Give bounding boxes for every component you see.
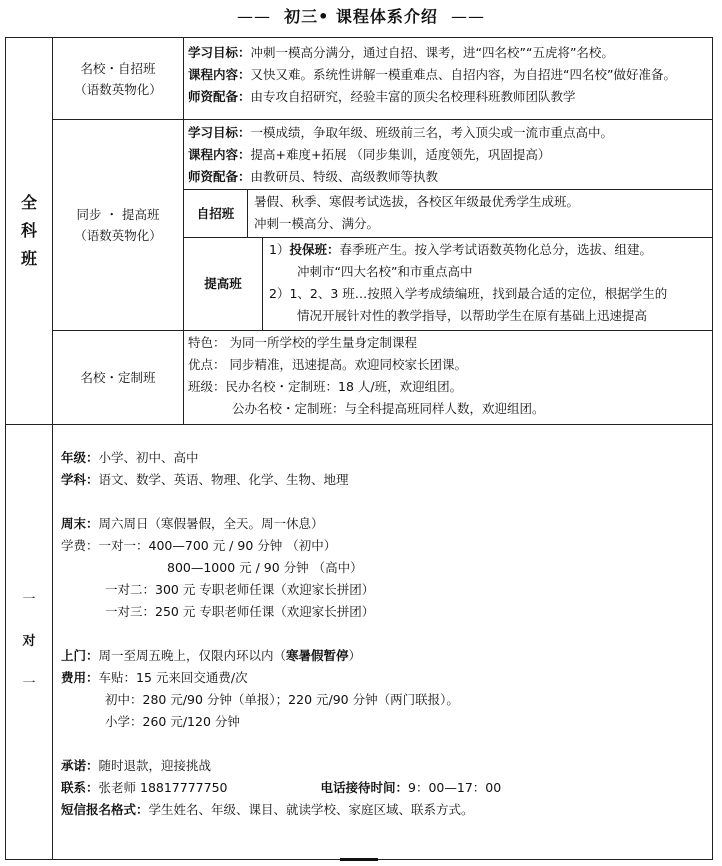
class-subjects: （语数英物化） bbox=[74, 81, 162, 97]
subclass-label-cell bbox=[183, 189, 248, 238]
title-left-dash: —— bbox=[236, 7, 271, 26]
section-full-char-1: 全 bbox=[20, 193, 37, 212]
row-label: 课程内容： bbox=[188, 67, 251, 82]
row-label: 师资配备： bbox=[188, 169, 251, 184]
row-label: 学习目标： bbox=[188, 45, 251, 60]
title-text: 初三• 课程体系介绍 bbox=[284, 7, 438, 26]
row-label: 师资配备： bbox=[188, 89, 251, 104]
contact-label: 联系： bbox=[61, 780, 99, 795]
row-text: 冲刺一模高分满分，通过自招、课考，进“四名校”“五虎将”名校。 bbox=[250, 45, 614, 60]
section-one-char-2: 对 bbox=[22, 634, 36, 649]
tigao-detail-cell bbox=[262, 237, 713, 331]
cost-label: 费用： bbox=[61, 670, 99, 685]
weekend-label: 周末： bbox=[61, 516, 99, 531]
zizhao-line-1: 暑假、秋季、寒假考试选拔，各校区年级最优秀学生成班。 bbox=[254, 194, 580, 209]
zizhao-detail-cell bbox=[247, 189, 713, 238]
subject-label: 学科： bbox=[61, 472, 99, 487]
tigao-p1-text: 春季班产生。按入学考试语数英物化总分，选拔、组建。 bbox=[339, 242, 652, 257]
class-name: 名校・自招班 bbox=[80, 60, 156, 76]
custom-line: 公办名校・定制班：与全科提高班同样人数，欢迎组团。 bbox=[232, 401, 545, 416]
one-on-one-detail-cell bbox=[52, 424, 713, 860]
class-name-cell bbox=[52, 330, 184, 425]
row-text: 一模成绩，争取年级、班级前三名，考入顶尖或一流市重点高中。 bbox=[250, 125, 614, 140]
visit-label: 上门： bbox=[61, 648, 99, 663]
tigao-p1-bold: 投保班： bbox=[289, 242, 340, 257]
class-name-cell bbox=[52, 119, 184, 331]
section-full-label-cell bbox=[5, 37, 53, 425]
custom-line: 班级：民办名校・定制班：18 人/班，欢迎组团。 bbox=[188, 379, 463, 394]
section-one-char-3: 一 bbox=[22, 676, 36, 691]
fee-line: 一对二：300 元 专职老师任课（欢迎家长拼团） bbox=[105, 582, 375, 597]
page-bottom-mark bbox=[340, 858, 378, 861]
row-text: 由专攻自招研究，经验丰富的顶尖名校理科班教师团队教学 bbox=[250, 89, 576, 104]
row-text: 提高+难度+拓展 （同步集训，适度领先，巩固提高） bbox=[250, 147, 551, 162]
grade-label: 年级： bbox=[61, 450, 99, 465]
hours-text: 9：00—17：00 bbox=[408, 780, 502, 795]
custom-line: 特色： 为同一所学校的学生量身定制课程 bbox=[188, 335, 417, 350]
class-detail-cell bbox=[183, 119, 713, 190]
section-full-char-3: 班 bbox=[20, 249, 37, 268]
row-label: 课程内容： bbox=[188, 147, 251, 162]
class-subjects: （语数英物化） bbox=[74, 228, 162, 243]
section-one-label-cell bbox=[5, 424, 53, 860]
class-name-cell bbox=[52, 37, 184, 120]
hours-label: 电话接待时间： bbox=[320, 780, 409, 795]
class-name: 名校・定制班 bbox=[80, 369, 156, 385]
fee-line: 一对一：400—700 元 / 90 分钟 （初中） bbox=[98, 538, 337, 553]
class-detail-cell bbox=[183, 37, 713, 120]
promise-label: 承诺： bbox=[61, 758, 99, 773]
tigao-label: 提高班 bbox=[204, 276, 242, 291]
row-text: 又快又难。系统性讲解一模重难点、自招内容，为自招进“四名校”做好准备。 bbox=[250, 67, 676, 82]
visit-bold: 寒暑假暂停 bbox=[286, 648, 349, 663]
zizhao-line-2: 冲刺一模高分、满分。 bbox=[254, 216, 380, 231]
cost-line: 车贴：15 元来回交通费/次 bbox=[98, 670, 248, 685]
section-one-char-1: 一 bbox=[22, 592, 36, 607]
contact-text: 张老师 18817777750 bbox=[98, 780, 228, 795]
zizhao-label: 自招班 bbox=[196, 205, 235, 221]
class-name: 同步 ・ 提高班 bbox=[76, 207, 160, 222]
class-detail-cell bbox=[183, 330, 713, 425]
visit-text: 周一至周五晚上，仅限内环以内（ bbox=[98, 648, 287, 663]
fee-line: 一对三：250 元 专职老师任课（欢迎家长拼团） bbox=[105, 604, 375, 619]
subclass-label-cell bbox=[183, 237, 263, 331]
tigao-p1-line2: 冲刺市“四大名校”和市重点高中 bbox=[297, 264, 473, 279]
section-full-char-2: 科 bbox=[20, 221, 37, 240]
subject-text: 语文、数学、英语、物理、化学、生物、地理 bbox=[98, 472, 349, 487]
fee-line: 800—1000 元 / 90 分钟 （高中） bbox=[167, 560, 363, 575]
promise-text: 随时退款，迎接挑战 bbox=[98, 758, 212, 773]
sms-text: 学生姓名、年级、课目、就读学校、家庭区域、联系方式。 bbox=[148, 802, 474, 817]
weekend-text: 周六周日（寒假暑假，全天。周一休息） bbox=[98, 516, 324, 531]
cost-line: 小学：260 元/120 分钟 bbox=[105, 714, 240, 729]
row-label: 学习目标： bbox=[188, 125, 251, 140]
tigao-p1-prefix: 1） bbox=[269, 242, 290, 257]
grade-text: 小学、初中、高中 bbox=[98, 450, 199, 465]
visit-close: ） bbox=[348, 648, 362, 663]
row-text: 由教研员、特级、高级教师等执教 bbox=[250, 169, 439, 184]
tigao-p2-line2: 情况开展针对性的教学指导，以帮助学生在原有基础上迅速提高 bbox=[297, 308, 648, 323]
sms-label: 短信报名格式： bbox=[61, 802, 149, 817]
title-right-dash: —— bbox=[451, 7, 486, 26]
page-title bbox=[0, 4, 722, 30]
fee-label: 学费： bbox=[61, 538, 99, 553]
custom-line: 优点： 同步精准，迅速提高。欢迎同校家长团课。 bbox=[188, 357, 467, 372]
cost-line: 初中：280 元/90 分钟（单报）；220 元/90 分钟（两门联报）。 bbox=[105, 692, 459, 707]
tigao-p2-line1: 2）1、2、3 班…按照入学考成绩编班，找到最合适的定位，根据学生的 bbox=[269, 286, 668, 301]
